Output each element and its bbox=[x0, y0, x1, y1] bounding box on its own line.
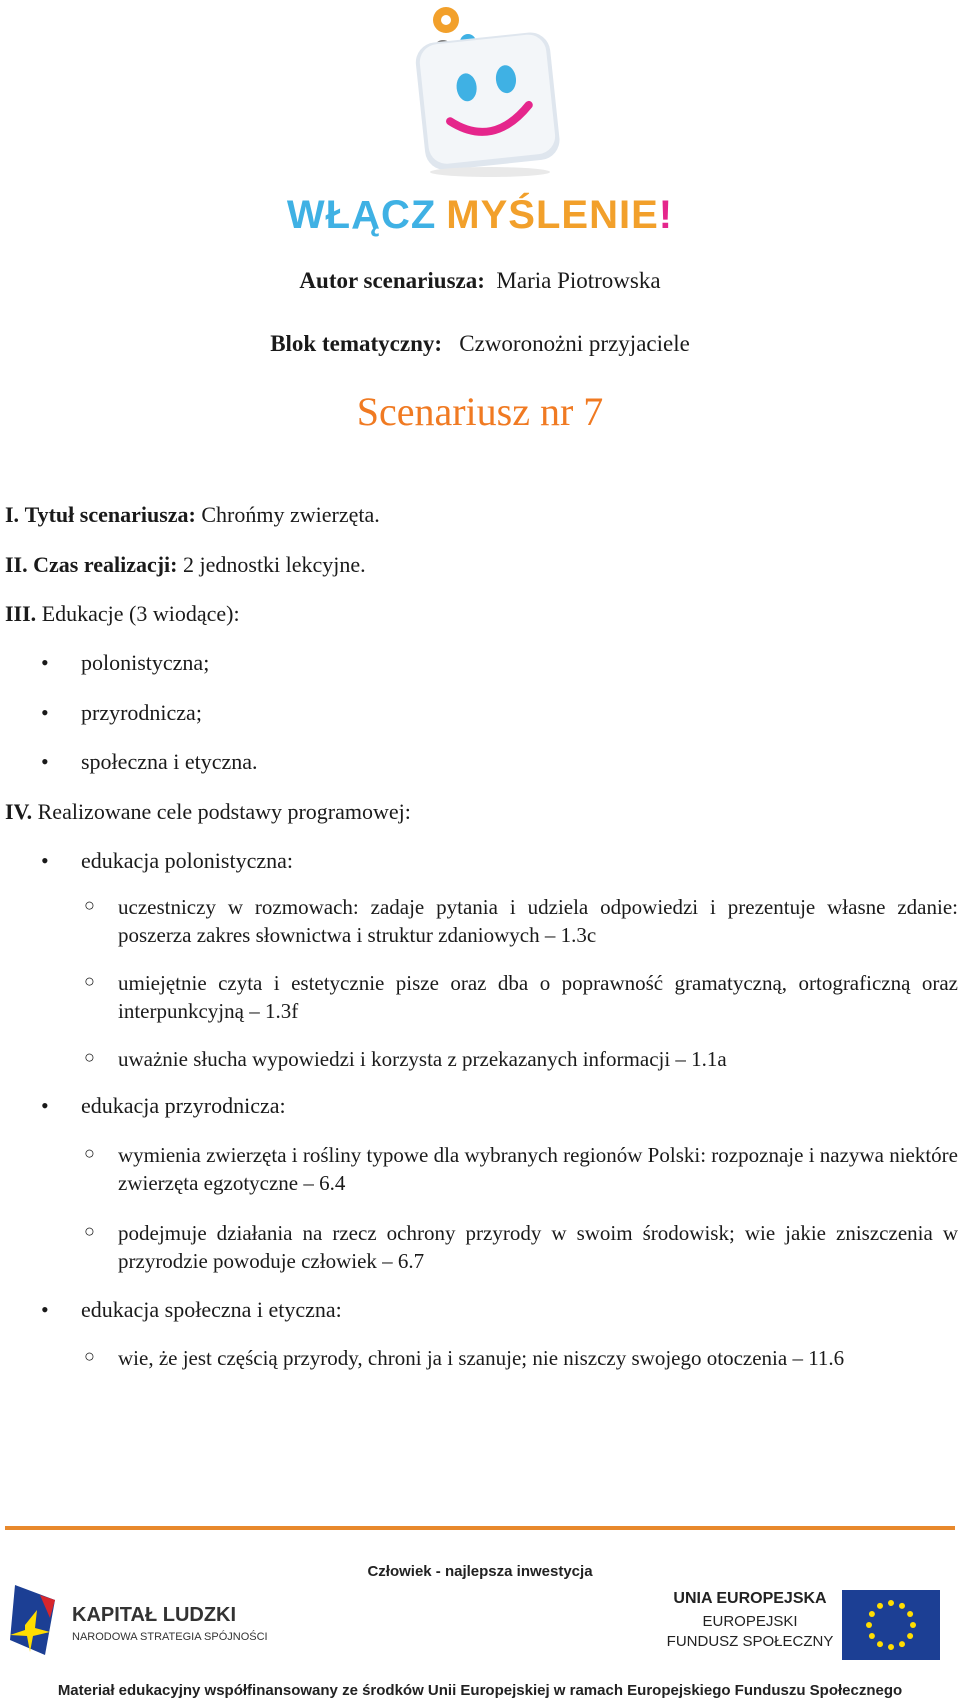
eu-star-icon bbox=[899, 1641, 905, 1647]
logo-wordmark bbox=[287, 191, 673, 237]
author-line bbox=[0, 268, 960, 294]
section-educations bbox=[5, 601, 240, 627]
logo-exclaim: ! bbox=[658, 193, 674, 237]
section-value: 2 jednostki lekcyjne. bbox=[183, 552, 366, 577]
bullet-icon: • bbox=[41, 1297, 49, 1322]
eu-star-icon bbox=[869, 1633, 875, 1639]
eu-star-icon bbox=[907, 1633, 913, 1639]
eu-star-icon bbox=[910, 1622, 916, 1628]
section-number: II. bbox=[5, 552, 28, 577]
page-title: Scenariusz nr 7 bbox=[356, 389, 604, 434]
footer-divider bbox=[5, 1526, 955, 1530]
list-item: • przyrodnicza; bbox=[41, 700, 202, 725]
circle-bullet-icon: ○ bbox=[84, 1047, 95, 1067]
section-value: Chrońmy zwierzęta. bbox=[201, 502, 380, 527]
section-duration bbox=[5, 552, 366, 578]
section-number: IV. bbox=[5, 799, 33, 824]
section-number: III. bbox=[5, 601, 37, 626]
eu-star-icon bbox=[866, 1622, 872, 1628]
eu-star-icon bbox=[869, 1611, 875, 1617]
block-value: Czworonożni przyjaciele bbox=[459, 331, 690, 356]
author-value: Maria Piotrowska bbox=[496, 268, 661, 293]
section-label: Realizowane cele podstawy programowej: bbox=[37, 799, 411, 824]
goal-group-title: • edukacja polonistyczna: bbox=[41, 848, 293, 873]
project-logo bbox=[0, 0, 960, 245]
kapital-ludzki-sub: NARODOWA STRATEGIA SPÓJNOŚCI bbox=[72, 1631, 268, 1643]
footer-cofinancing-note: Materiał edukacyjny współfinansowany ze środków Unii Europejskiej w ramach Europejskiego Funduszu Społecznego bbox=[57, 1682, 903, 1699]
bullet-icon: • bbox=[41, 848, 49, 873]
section-title bbox=[5, 502, 380, 528]
circle-bullet-icon: ○ bbox=[84, 971, 95, 991]
circle-bullet-icon: ○ bbox=[84, 1346, 95, 1366]
section-label: Tytuł scenariusza: bbox=[24, 502, 196, 527]
eu-star-icon bbox=[907, 1611, 913, 1617]
bullet-icon: • bbox=[41, 749, 49, 774]
circle-bullet-icon: ○ bbox=[84, 1221, 95, 1241]
eu-star-icon bbox=[888, 1600, 894, 1606]
bullet-icon: • bbox=[41, 1093, 49, 1118]
eu-line-2: EUROPEJSKI bbox=[702, 1613, 798, 1630]
eu-star-icon bbox=[888, 1644, 894, 1650]
author-label: Autor scenariusza: bbox=[299, 268, 485, 293]
bullet-icon: • bbox=[41, 700, 49, 725]
eu-line-1: UNIA EUROPEJSKA bbox=[673, 1590, 827, 1607]
eu-flag-icon bbox=[842, 1590, 940, 1660]
kapital-ludzki-logo bbox=[5, 1580, 305, 1665]
list-item: • polonistyczna; bbox=[41, 650, 210, 675]
section-label: Edukacje (3 wiodące): bbox=[41, 601, 240, 626]
eu-star-icon bbox=[877, 1603, 883, 1609]
smiling-robot-cube-icon bbox=[0, 0, 960, 245]
footer-slogan: Człowiek - najlepsza inwestycja bbox=[367, 1563, 593, 1580]
section-number: I. bbox=[5, 502, 20, 527]
list-item: • społeczna i etyczna. bbox=[41, 749, 258, 774]
block-label: Blok tematyczny: bbox=[270, 331, 443, 356]
logo-word-1: WŁĄCZ bbox=[286, 193, 437, 237]
circle-bullet-icon: ○ bbox=[84, 895, 95, 915]
logo-word-2: MYŚLENIE bbox=[446, 193, 659, 237]
eu-star-icon bbox=[899, 1603, 905, 1609]
goal-group-title: • edukacja społeczna i etyczna: bbox=[41, 1297, 342, 1322]
circle-bullet-icon: ○ bbox=[84, 1143, 95, 1163]
section-goals bbox=[5, 799, 411, 825]
section-label: Czas realizacji: bbox=[33, 552, 178, 577]
kapital-ludzki-star-icon bbox=[5, 1580, 65, 1660]
bullet-icon: • bbox=[41, 650, 49, 675]
goal-group-title: • edukacja przyrodnicza: bbox=[41, 1093, 286, 1118]
eu-star-icon bbox=[877, 1641, 883, 1647]
kapital-ludzki-name: KAPITAŁ LUDZKI bbox=[72, 1604, 237, 1626]
eu-line-3: FUNDUSZ SPOŁECZNY bbox=[666, 1633, 834, 1650]
block-line bbox=[0, 331, 960, 357]
eu-logo bbox=[660, 1590, 960, 1670]
